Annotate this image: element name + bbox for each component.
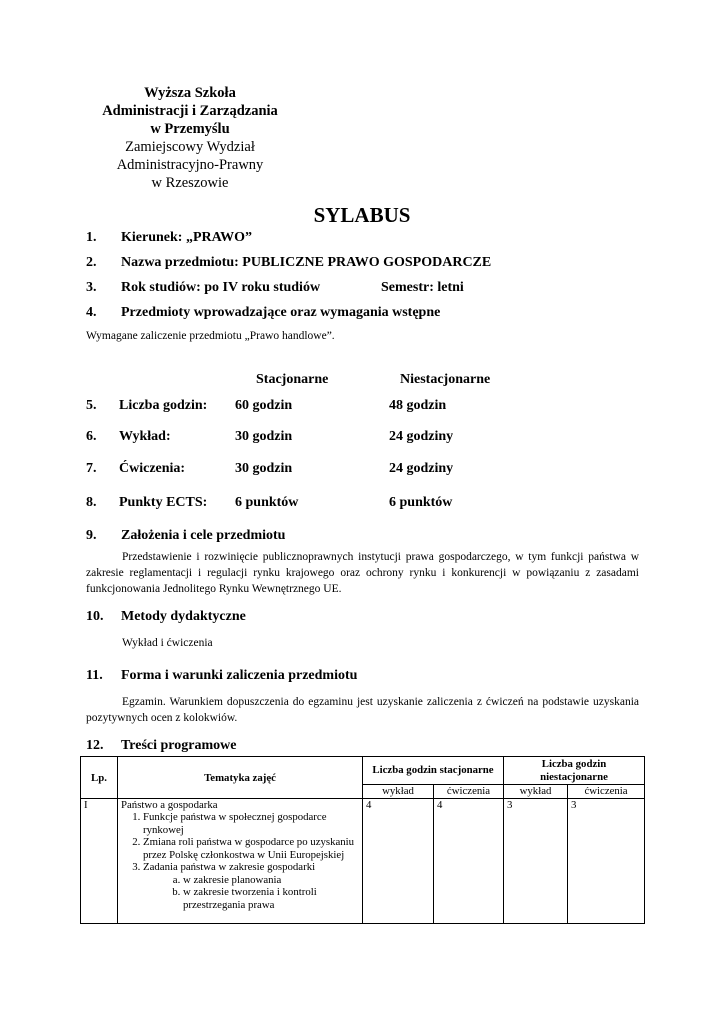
hours-row-number: 6. <box>86 429 97 444</box>
header-hours-part-time: Liczba godzin niestacjonarne <box>504 757 645 785</box>
header-lp: Lp. <box>81 757 118 799</box>
hours-row-part-time: 24 godziny <box>389 429 454 444</box>
section-12-number: 12. <box>86 738 104 753</box>
hours-row-label: Punkty ECTS: <box>119 495 208 510</box>
section-11-number: 11. <box>86 668 103 683</box>
section-12-heading: Treści programowe <box>121 738 237 753</box>
item-2-number: 2. <box>86 255 97 270</box>
row-part-time-exercises: 3 <box>568 799 645 924</box>
topic-subpoints <box>143 874 359 912</box>
row-lp: I <box>81 799 118 924</box>
item-2-label: Nazwa przedmiotu: PUBLICZNE PRAWO GOSPODARCZE <box>121 255 492 270</box>
item-1-label: Kierunek: „PRAWO” <box>121 230 253 245</box>
section-11-text: Egzamin. Warunkiem dopuszczenia do egzaminu jest uzyskanie zaliczenia z ćwiczeń na podstawie uzyskania pozytywnych ocen z kolokwiów. <box>86 696 639 724</box>
item-4-number: 4. <box>86 305 97 320</box>
hours-row-number: 5. <box>86 398 97 413</box>
section-11-heading: Forma i warunki zaliczenia przedmiotu <box>121 668 358 683</box>
subheader-stationary-lecture: wykład <box>363 785 434 799</box>
topic-points <box>121 811 359 911</box>
hours-row-number: 8. <box>86 495 97 510</box>
item-3-label: Rok studiów: po IV roku studiów <box>121 280 321 295</box>
document-title: SYLABUS <box>313 203 411 227</box>
list-item: 1. Funkcje państwa w społecznej gospodarce rynkowej <box>143 811 359 836</box>
row-stationary-exercises: 4 <box>434 799 504 924</box>
school-name-line3: w Przemyślu <box>150 121 230 137</box>
hours-row-part-time: 6 punktów <box>389 495 453 510</box>
faculty-line2: Administracyjno-Prawny <box>116 157 264 173</box>
school-header <box>80 84 300 192</box>
header-topic: Tematyka zajęć <box>118 757 363 799</box>
hours-row-part-time: 24 godziny <box>389 461 454 476</box>
section-9-number: 9. <box>86 528 97 543</box>
table-row <box>81 799 645 924</box>
col-stationary-header: Stacjonarne <box>256 372 329 387</box>
hours-row-stationary: 6 punktów <box>235 495 299 510</box>
hours-row-stationary: 60 godzin <box>235 398 293 413</box>
item-4-label: Przedmioty wprowadzające oraz wymagania wstępne <box>121 305 441 320</box>
row-part-time-lecture: 3 <box>504 799 568 924</box>
faculty-line3: w Rzeszowie <box>151 175 229 191</box>
item-1-number: 1. <box>86 230 97 245</box>
hours-row-stationary: 30 godzin <box>235 429 293 444</box>
subheader-stationary-exercises: ćwiczenia <box>434 785 504 799</box>
list-item: 2. Zmiana roli państwa w gospodarce po uzyskaniu przez Polskę członkostwa w Unii Europejskiej <box>143 836 359 861</box>
school-name-line2: Administracji i Zarządzania <box>102 103 278 119</box>
item-3-number: 3. <box>86 280 97 295</box>
program-content-table <box>80 756 645 924</box>
section-10-heading: Metody dydaktyczne <box>121 609 246 624</box>
subheader-part-time-exercises: ćwiczenia <box>568 785 645 799</box>
section-10-number: 10. <box>86 609 104 624</box>
list-item: b. w zakresie tworzenia i kontroli przestrzegania prawa <box>183 886 359 911</box>
list-item-text: Zadania państwa w zakresie gospodarki <box>143 861 316 873</box>
header-hours-stationary: Liczba godzin stacjonarne <box>363 757 504 785</box>
hours-row-label: Wykład: <box>119 429 171 444</box>
list-item <box>143 861 359 911</box>
col-part-time-header: Niestacjonarne <box>400 372 491 387</box>
row-stationary-lecture: 4 <box>363 799 434 924</box>
faculty-line1: Zamiejscowy Wydział <box>125 139 255 155</box>
item-4-text: Wymagane zaliczenie przedmiotu „Prawo handlowe”. <box>86 330 335 342</box>
hours-row-label: Liczba godzin: <box>119 398 208 413</box>
section-10-text: Wykład i ćwiczenia <box>122 637 213 649</box>
school-name-line1: Wyższa Szkoła <box>144 85 236 101</box>
topic-title: Państwo a gospodarka <box>121 799 218 811</box>
subheader-part-time-lecture: wykład <box>504 785 568 799</box>
section-9-heading: Założenia i cele przedmiotu <box>121 528 286 543</box>
section-9-text: Przedstawienie i rozwinięcie publicznoprawnych instytucji prawa gospodarczego, w tym funkcji państwa w zakresie reglamentacji i regulacji rynku krajowego oraz ochrony rynku i konkurencji w powiązaniu z zasadami funkcjonowania Jednolitego Rynku Wewnętrznego UE. <box>86 551 639 595</box>
hours-row-stationary: 30 godzin <box>235 461 293 476</box>
list-item: a. w zakresie planowania <box>183 874 359 887</box>
row-topic <box>118 799 363 924</box>
hours-row-number: 7. <box>86 461 97 476</box>
item-3-semester: Semestr: letni <box>381 280 464 295</box>
hours-row-label: Ćwiczenia: <box>119 461 186 476</box>
hours-row-part-time: 48 godzin <box>389 398 447 413</box>
